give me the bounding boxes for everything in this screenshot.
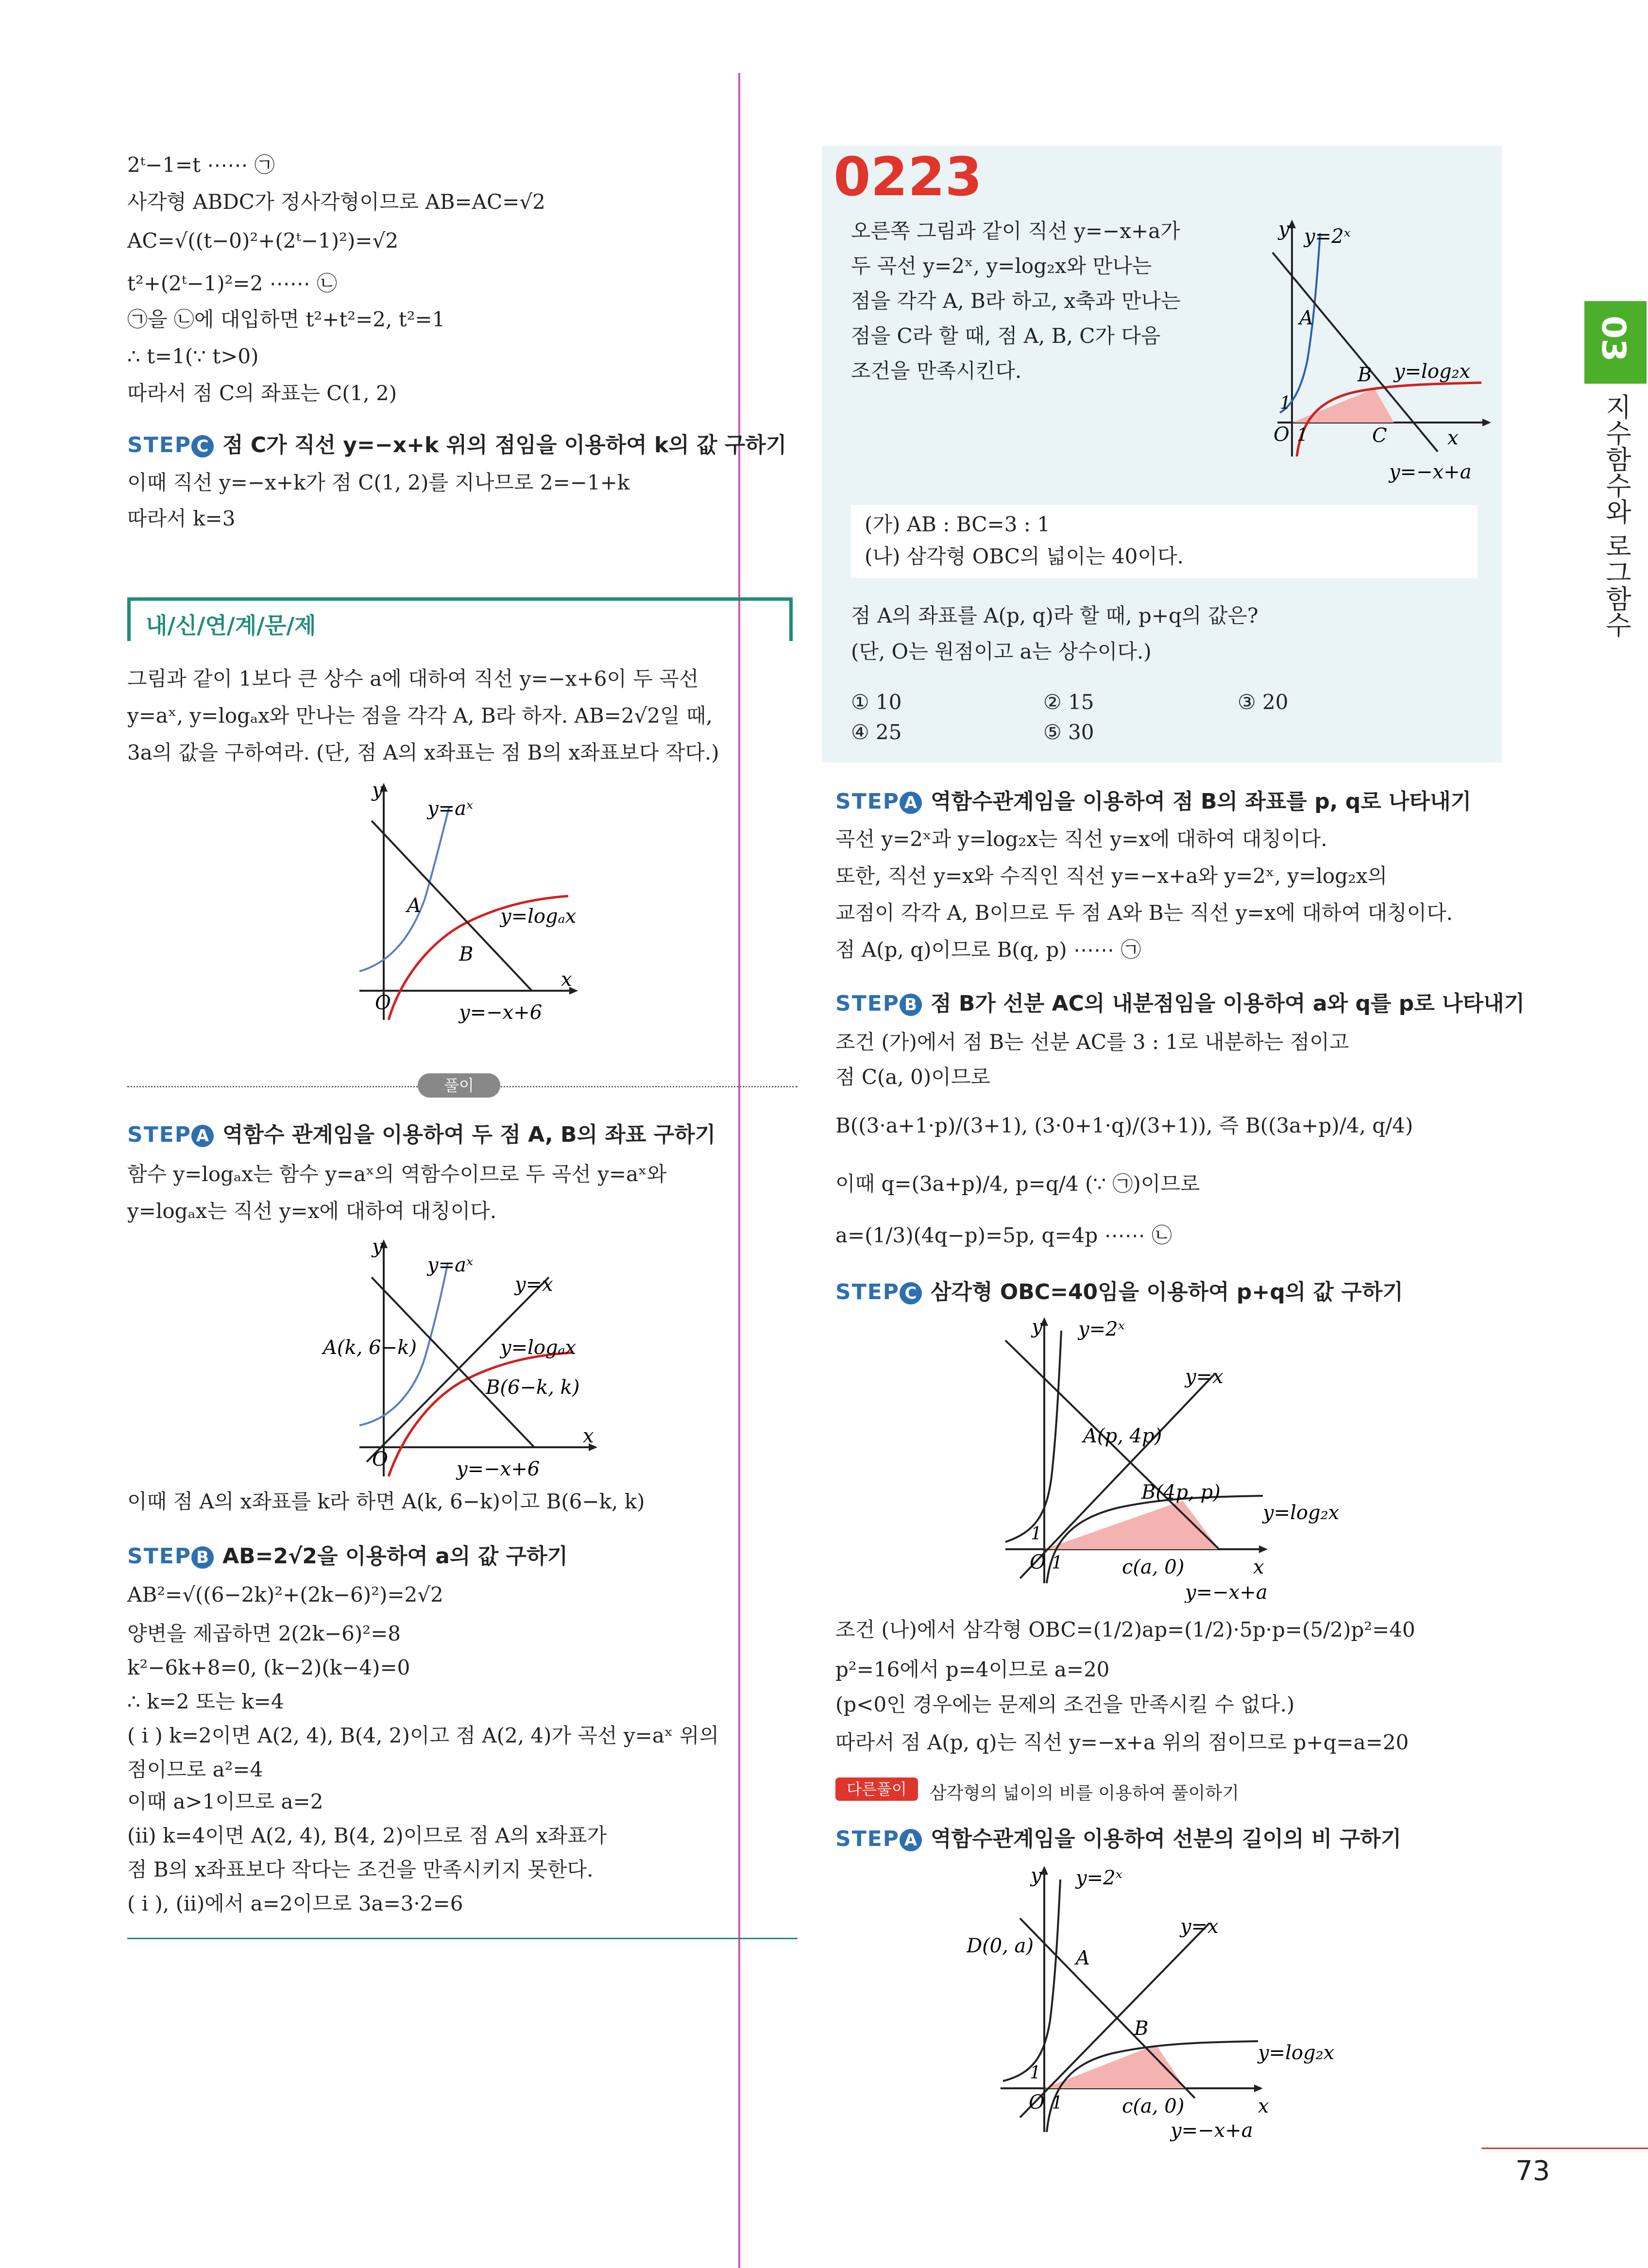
right-step-b-line-1: 조건 (가)에서 점 B는 선분 AC를 3 : 1로 내분하는 점이고	[835, 1030, 1349, 1054]
x-axis-arrow	[1482, 419, 1491, 426]
label-diag: y=x	[1180, 1915, 1219, 1938]
exp-curve	[1005, 1331, 1061, 1542]
label-exp: y=2ˣ	[1304, 225, 1351, 248]
triangle-obc	[1292, 389, 1394, 423]
step-badge: A	[191, 1125, 214, 1147]
right-step-a-line-3: 교점이 각각 A, B이므로 두 점 A와 B는 직선 y=x에 대하여 대칭이다.	[835, 901, 1453, 925]
right-step-a-line-1: 곡선 y=2ˣ과 y=log₂x는 직선 y=x에 대하여 대칭이다.	[835, 827, 1327, 851]
step-tag: STEP	[127, 1122, 192, 1147]
step-badge: B	[191, 1546, 214, 1569]
left-step-a-heading	[127, 1117, 715, 1148]
label-a: A	[1076, 1947, 1090, 1969]
alt-solution-badge: 다른풀이	[835, 1777, 918, 1801]
left-intro-line-2: 사각형 ABDC가 정사각형이므로 AB=AC=√2	[127, 190, 545, 214]
right-problem-line-2: 두 곡선 y=2ˣ, y=log₂x와 만나는	[851, 254, 1152, 278]
label-c: c(a, 0)	[1122, 2095, 1185, 2117]
left-step-b-line-2: 양변을 제곱하면 2(2k−6)²=8	[127, 1622, 401, 1645]
step-badge: A	[900, 792, 922, 814]
label-line: y=−x+6	[457, 1458, 540, 1480]
page-number: 73	[1515, 2155, 1550, 2187]
left-step-b-line-3: k²−6k+8=0, (k−2)(k−4)=0	[127, 1656, 410, 1679]
step-title: 역함수관계임을 이용하여 선분의 길이의 비 구하기	[931, 1827, 1402, 1851]
left-graph-1	[340, 777, 631, 1030]
step-title: AB=2√2을 이용하여 a의 값 구하기	[222, 1544, 568, 1569]
left-intro-line-1: 2ᵗ−1=t ⋯⋯ ㉠	[127, 153, 275, 177]
right-step-b-line-2: 점 C(a, 0)이므로	[835, 1065, 991, 1089]
label-one-x: 1	[1052, 2093, 1063, 2113]
label-y: y	[1031, 1864, 1042, 1887]
step-badge: C	[191, 435, 214, 457]
label-o: O	[372, 1448, 388, 1471]
label-o: O	[1029, 2091, 1045, 2114]
left-step-b-heading	[127, 1539, 568, 1570]
label-one-x: 1	[1297, 425, 1308, 445]
right-step-c-line-1: 조건 (나)에서 삼각형 OBC=(1/2)ap=(1/2)·5p·p=(5/2)p²=40	[835, 1618, 1415, 1642]
label-y: y	[372, 1236, 383, 1258]
left-step-b-line-1: AB²=√((6−2k)²+(2k−6)²)=2√2	[127, 1583, 443, 1607]
choice-4: ④ 25	[851, 720, 902, 744]
left-step-b-line-7: 이때 a>1이므로 a=2	[127, 1790, 323, 1813]
label-log: y=log₂x	[1263, 1502, 1340, 1524]
label-y: y	[1278, 218, 1290, 240]
right-step-a-line-2: 또한, 직선 y=x와 수직인 직선 y=−x+a와 y=2ˣ, y=log₂x의	[835, 864, 1388, 888]
label-log: y=logₐx	[500, 905, 577, 928]
chapter-tab-number: 03	[1594, 316, 1632, 362]
left-intro-line-4: t²+(2ᵗ−1)²=2 ⋯⋯ ㉡	[127, 271, 338, 295]
right-step-c-line-2: p²=16에서 p=4이므로 a=20	[835, 1658, 1110, 1681]
page-number-rule	[1481, 2148, 1648, 2149]
label-x: x	[583, 1425, 594, 1447]
label-o: O	[375, 992, 391, 1014]
step-title: 역함수 관계임을 이용하여 두 점 A, B의 좌표 구하기	[222, 1122, 716, 1147]
left-step-b-line-6: 점이므로 a²=4	[127, 1758, 263, 1781]
label-y: y	[1032, 1316, 1043, 1338]
label-line: y=−x+a	[1185, 1581, 1268, 1603]
left-intro-line-5: ㉠을 ㉡에 대입하면 t²+t²=2, t²=1	[127, 307, 445, 331]
label-diag: y=x	[515, 1273, 553, 1296]
label-x: x	[561, 968, 572, 991]
step-title: 점 C가 직선 y=−x+k 위의 점임을 이용하여 k의 값 구하기	[222, 433, 787, 457]
step-tag: STEP	[127, 433, 192, 457]
label-a: A(p, 4p)	[1083, 1425, 1162, 1447]
label-line: y=−x+a	[1171, 2119, 1253, 2142]
right-question-line-2: (단, O는 원점이고 a는 상수이다.)	[851, 640, 1152, 663]
right-problem-line-3: 점을 각각 A, B라 하고, x축과 만나는	[851, 289, 1181, 313]
right-problem-line-5: 조건을 만족시킨다.	[851, 359, 1022, 383]
label-y: y	[372, 779, 383, 801]
right-step-b-line-4: 이때 q=(3a+p)/4, p=q/4 (∵ ㉠)이므로	[835, 1172, 1200, 1196]
label-o: O	[1274, 423, 1290, 446]
choice-5: ⑤ 30	[1043, 720, 1094, 744]
right-step-b-line-5: a=(1/3)(4q−p)=5p, q=4p ⋯⋯ ㉡	[835, 1223, 1172, 1247]
x-axis-arrow	[1259, 1545, 1268, 1553]
left-problem-line-3: 3a의 값을 구하여라. (단, 점 A의 x좌표는 점 B의 x좌표보다 작다.)	[127, 741, 719, 764]
label-a: A	[407, 895, 421, 917]
x-axis-arrow	[1254, 2084, 1263, 2092]
step-badge: A	[900, 1829, 922, 1851]
right-problem-line-1: 오른쪽 그림과 같이 직선 y=−x+a가	[851, 219, 1180, 243]
left-step-b-line-10: ( i ), (ii)에서 a=2이므로 3a=3·2=6	[127, 1892, 463, 1915]
left-step-b-line-8: (ii) k=4이면 A(2, 4), B(4, 2)이므로 점 A의 x좌표가	[127, 1824, 607, 1847]
label-c: C	[1372, 424, 1387, 447]
label-one-y: 1	[1030, 2063, 1041, 2083]
step-tag: STEP	[835, 789, 900, 814]
right-step-c-line-4: 따라서 점 A(p, q)는 직선 y=−x+a 위의 점이므로 p+q=a=20	[835, 1730, 1409, 1754]
label-exp: y=2ˣ	[1076, 1867, 1122, 1889]
label-log: y=logₐx	[500, 1337, 577, 1359]
left-intro-line-6: ∴ t=1(∵ t>0)	[127, 344, 259, 368]
label-line: y=−x+6	[459, 1001, 543, 1024]
left-problem-line-2: y=aˣ, y=logₐx와 만나는 점을 각각 A, B라 하자. AB=2√2일 때,	[127, 704, 713, 728]
step-title: 점 B가 선분 AC의 내분점임을 이용하여 a와 q를 p로 나타내기	[931, 991, 1525, 1016]
step-tag: STEP	[835, 991, 900, 1016]
right-step-b-line-3: B((3·a+1·p)/(3+1), (3·0+1·q)/(3+1)), 즉 B((3a+p)/4, q/4)	[835, 1114, 1413, 1137]
choice-3: ③ 20	[1238, 690, 1289, 714]
right-step-a-heading	[835, 784, 1471, 815]
label-b: B	[1134, 2017, 1149, 2040]
condition-2: (나) 삼각형 OBC의 넓이는 40이다.	[865, 544, 1184, 568]
alt-solution-text: 삼각형의 넓이의 비를 이용하여 풀이하기	[930, 1783, 1239, 1803]
label-d: D(0, a)	[967, 1935, 1034, 1957]
related-problem-title: 내/신/연/계/문/제	[146, 612, 316, 639]
label-x: x	[1258, 2095, 1269, 2117]
label-o: O	[1030, 1551, 1046, 1574]
right-problem-line-4: 점을 C라 할 때, 점 A, B, C가 다음	[851, 324, 1161, 348]
problem-number: 0223	[833, 146, 983, 208]
label-diag: y=x	[1185, 1366, 1223, 1388]
right-solution-graph-1	[991, 1311, 1389, 1603]
solution-badge: 풀이	[418, 1073, 500, 1098]
label-b: B(6−k, k)	[486, 1376, 580, 1399]
left-step-c-line-2: 따라서 k=3	[127, 507, 236, 530]
label-b: B(4p, p)	[1141, 1481, 1221, 1504]
label-a: A(k, 6−k)	[323, 1337, 417, 1359]
choice-2: ② 15	[1043, 690, 1094, 714]
left-step-c-heading	[127, 427, 786, 458]
label-b: B	[1358, 364, 1372, 386]
right-question-line-1: 점 A의 좌표를 A(p, q)라 할 때, p+q의 값은?	[851, 604, 1258, 627]
right-step-c-heading	[835, 1274, 1403, 1305]
right-step-c-line-3: (p<0인 경우에는 문제의 조건을 만족시킬 수 없다.)	[835, 1693, 1295, 1716]
chapter-tab-label: 지수함수와 로그함수	[1601, 393, 1632, 638]
right-solution-graph-2	[967, 1860, 1384, 2151]
right-step-b-heading	[835, 986, 1525, 1017]
step-tag: STEP	[127, 1544, 192, 1569]
choice-1: ① 10	[851, 690, 902, 714]
label-x: x	[1447, 427, 1459, 449]
label-exp: y=2ˣ	[1078, 1318, 1125, 1340]
exp-curve	[1003, 1879, 1060, 2081]
label-one-y: 1	[1280, 393, 1291, 413]
left-intro-line-3: AC=√((t−0)²+(2ᵗ−1)²)=√2	[127, 229, 399, 253]
label-a: A	[1299, 307, 1313, 329]
step-badge: B	[900, 994, 922, 1016]
left-step-b-line-5: ( i ) k=2이면 A(2, 4), B(4, 2)이고 점 A(2, 4)가 곡선 y=aˣ 위의	[127, 1724, 719, 1747]
condition-1: (가) AB : BC=3 : 1	[865, 512, 1051, 536]
left-intro-line-7: 따라서 점 C의 좌표는 C(1, 2)	[127, 381, 397, 405]
label-one-y: 1	[1031, 1524, 1042, 1544]
step-title: 역함수관계임을 이용하여 점 B의 좌표를 p, q로 나타내기	[931, 789, 1472, 814]
left-graph-2	[321, 1234, 670, 1486]
step-tag: STEP	[835, 1280, 900, 1304]
label-one-x: 1	[1052, 1553, 1063, 1573]
left-bottom-rule	[127, 1938, 798, 1939]
label-x: x	[1253, 1556, 1264, 1578]
right-step-a2-heading	[835, 1821, 1401, 1852]
left-step-a-line-1: 함수 y=logₐx는 함수 y=aˣ의 역함수이므로 두 곡선 y=aˣ와	[127, 1162, 667, 1186]
left-after-graph-2: 이때 점 A의 x좌표를 k라 하면 A(k, 6−k)이고 B(6−k, k)	[127, 1489, 645, 1513]
left-step-b-line-9: 점 B의 x좌표보다 작다는 조건을 만족시키지 못한다.	[127, 1858, 594, 1881]
label-line: y=−x+a	[1389, 461, 1472, 483]
left-step-a-line-2: y=logₐx는 직선 y=x에 대하여 대칭이다.	[127, 1199, 497, 1223]
label-exp: y=aˣ	[427, 1254, 474, 1276]
right-step-a-line-4: 점 A(p, q)이므로 B(q, p) ⋯⋯ ㉠	[835, 938, 1141, 962]
label-c: c(a, 0)	[1122, 1556, 1185, 1578]
label-b: B	[459, 943, 474, 965]
label-log: y=log₂x	[1258, 2042, 1335, 2064]
left-step-b-line-4: ∴ k=2 또는 k=4	[127, 1690, 284, 1713]
right-problem-graph	[1234, 214, 1506, 495]
step-tag: STEP	[835, 1827, 900, 1851]
left-step-c-line-1: 이때 직선 y=−x+k가 점 C(1, 2)를 지나므로 2=−1+k	[127, 471, 630, 494]
step-title: 삼각형 OBC=40임을 이용하여 p+q의 값 구하기	[931, 1280, 1403, 1304]
left-problem-line-1: 그림과 같이 1보다 큰 상수 a에 대하여 직선 y=−x+6이 두 곡선	[127, 667, 699, 691]
label-exp: y=aˣ	[427, 797, 474, 820]
label-log: y=log₂x	[1394, 360, 1471, 383]
step-badge: C	[900, 1282, 922, 1304]
